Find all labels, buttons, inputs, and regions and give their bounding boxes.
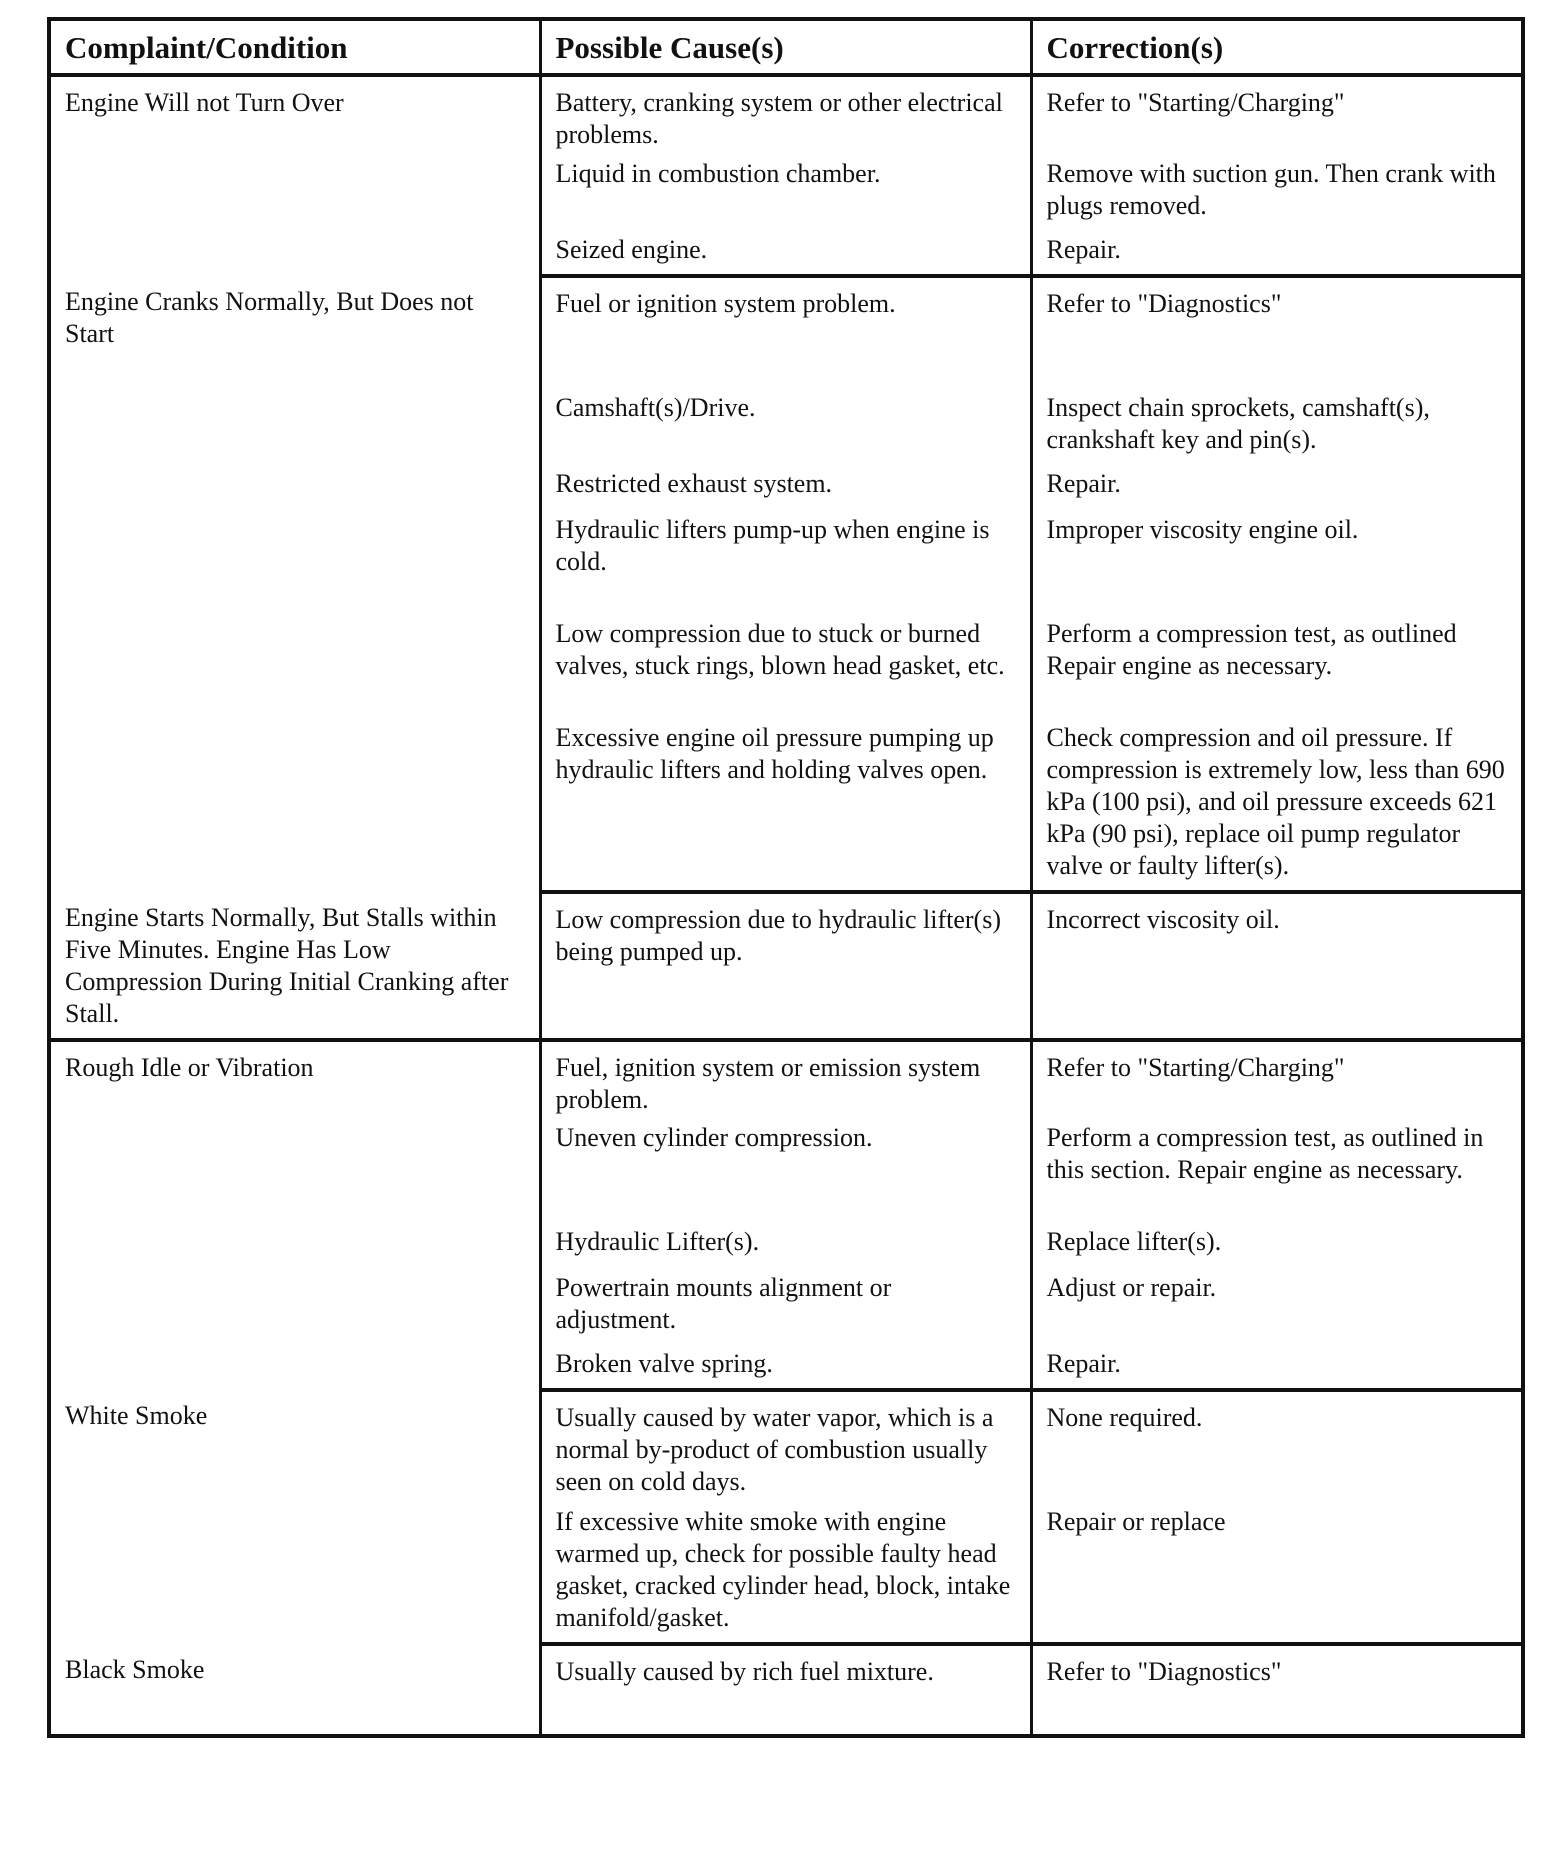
correction-cell: Perform a compression test, as outlined in this section. Repair engine as necessary.: [1031, 1116, 1523, 1222]
correction-cell: Refer to "Diagnostics": [1031, 1644, 1523, 1736]
correction-cell: Perform a compression test, as outlined Repair engine as necessary.: [1031, 614, 1523, 718]
correction-cell: Repair.: [1031, 464, 1523, 510]
header-corrections: Correction(s): [1031, 19, 1523, 75]
condition-cell: [49, 1040, 540, 1390]
cause-cell: Camshaft(s)/Drive.: [540, 388, 1031, 464]
cause-cell: Restricted exhaust system.: [540, 464, 1031, 510]
condition-cell: [49, 276, 540, 892]
condition-text: Rough Idle or Vibration: [65, 1053, 314, 1082]
correction-cell: Refer to "Diagnostics": [1031, 276, 1523, 388]
table-row: [49, 892, 1523, 1040]
condition-text: White Smoke: [65, 1401, 208, 1430]
table-row: [49, 276, 1523, 388]
correction-cell: Refer to "Starting/Charging": [1031, 75, 1523, 151]
cause-cell: Broken valve spring.: [540, 1344, 1031, 1390]
cause-cell: Excessive engine oil pressure pumping up hydraulic lifters and holding valves open.: [540, 718, 1031, 892]
correction-cell: Refer to "Starting/Charging": [1031, 1040, 1523, 1116]
header-complaint-condition: Complaint/Condition: [49, 19, 540, 75]
condition-cell: [49, 1390, 540, 1644]
condition-text: Black Smoke: [65, 1655, 205, 1684]
cause-cell: Usually caused by rich fuel mixture.: [540, 1644, 1031, 1736]
cause-cell: Fuel or ignition system problem.: [540, 276, 1031, 388]
correction-cell: Adjust or repair.: [1031, 1268, 1523, 1344]
correction-cell: None required.: [1031, 1390, 1523, 1502]
cause-cell: Powertrain mounts alignment or adjustment.: [540, 1268, 1031, 1344]
correction-cell: Repair.: [1031, 230, 1523, 276]
condition-cell: [49, 892, 540, 1040]
condition-cell: [49, 1644, 540, 1736]
cause-cell: Low compression due to stuck or burned valves, stuck rings, blown head gasket, etc.: [540, 614, 1031, 718]
table-header-row: [49, 19, 1523, 75]
table-body: [49, 75, 1523, 1736]
condition-text: Engine Cranks Normally, But Does not Start: [65, 287, 474, 348]
condition-text: Engine Will not Turn Over: [65, 88, 344, 117]
condition-text: Engine Starts Normally, But Stalls within Five Minutes. Engine Has Low Compression During Initial Cranking after Stall.: [65, 903, 509, 1028]
header-possible-causes: Possible Cause(s): [540, 19, 1031, 75]
troubleshooting-table: [47, 17, 1525, 1738]
cause-cell: Fuel, ignition system or emission system problem.: [540, 1040, 1031, 1116]
correction-cell: Check compression and oil pressure. If compression is extremely low, less than 690 kPa (100 psi), and oil pressure exceeds 621 kPa (90 psi), replace oil pump regulator valve or faulty lifter(s).: [1031, 718, 1523, 892]
correction-cell: Incorrect viscosity oil.: [1031, 892, 1523, 1040]
cause-cell: Battery, cranking system or other electrical problems.: [540, 75, 1031, 151]
condition-cell: [49, 75, 540, 276]
table-row: [49, 75, 1523, 151]
table-row: [49, 1644, 1523, 1736]
correction-cell: Replace lifter(s).: [1031, 1222, 1523, 1268]
cause-cell: Low compression due to hydraulic lifter(s) being pumped up.: [540, 892, 1031, 1040]
cause-cell: Uneven cylinder compression.: [540, 1116, 1031, 1222]
cause-cell: If excessive white smoke with engine warmed up, check for possible faulty head gasket, cracked cylinder head, block, intake manifold/gasket.: [540, 1502, 1031, 1644]
correction-cell: Improper viscosity engine oil.: [1031, 510, 1523, 614]
correction-cell: Inspect chain sprockets, camshaft(s), crankshaft key and pin(s).: [1031, 388, 1523, 464]
correction-cell: Repair or replace: [1031, 1502, 1523, 1644]
cause-cell: Seized engine.: [540, 230, 1031, 276]
troubleshooting-sheet: [47, 17, 1521, 1738]
correction-cell: Remove with suction gun. Then crank with plugs removed.: [1031, 151, 1523, 230]
cause-cell: Usually caused by water vapor, which is a normal by-product of combustion usually seen on cold days.: [540, 1390, 1031, 1502]
table-row: [49, 1390, 1523, 1502]
cause-cell: Hydraulic lifters pump-up when engine is cold.: [540, 510, 1031, 614]
cause-cell: Hydraulic Lifter(s).: [540, 1222, 1031, 1268]
correction-cell: Repair.: [1031, 1344, 1523, 1390]
cause-cell: Liquid in combustion chamber.: [540, 151, 1031, 230]
table-row: [49, 1040, 1523, 1116]
